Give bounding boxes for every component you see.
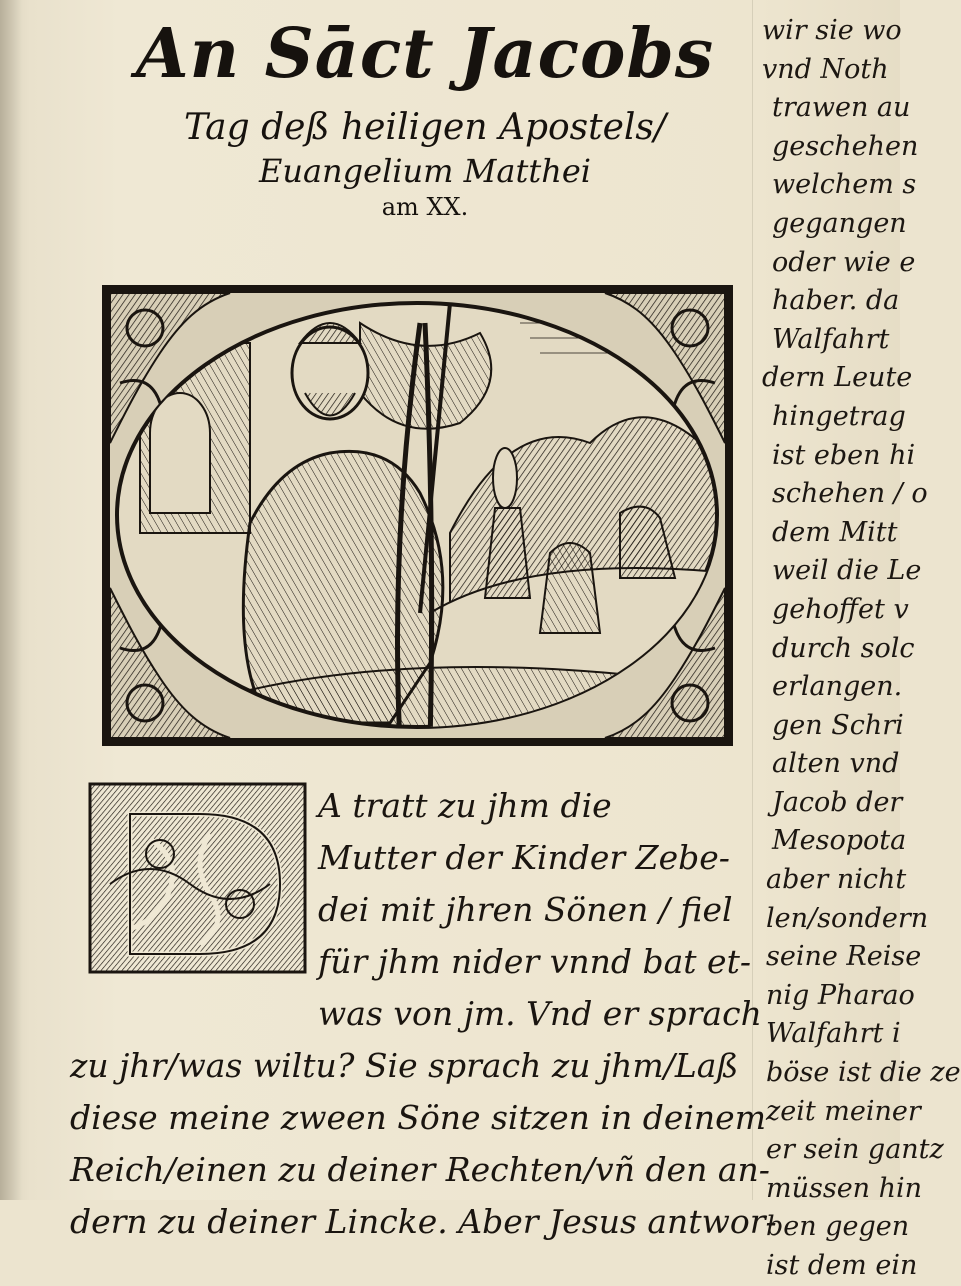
heading-line-4: am XX.: [381, 193, 469, 221]
right-column-line: zeit meiner: [766, 1095, 921, 1127]
body-line: für jhm nider vnnd bat et-: [318, 942, 751, 981]
body-line: diese meine zween Söne sitzen in deinem: [70, 1098, 766, 1137]
page-heading: [95, 8, 755, 222]
body-line: zu jhr/was wiltu? Sie sprach zu jhm/Laß: [70, 1046, 739, 1085]
right-column-line: len/sondern: [766, 902, 929, 934]
right-column-line: Walfahrt: [772, 323, 890, 355]
right-column-line: durch solc: [772, 632, 915, 664]
right-column-line: wir sie wo: [762, 15, 902, 46]
right-column-line: dem Mitt: [772, 516, 898, 548]
right-column-line: hingetrag: [772, 400, 906, 432]
right-column-line: ist eben hi: [772, 439, 916, 471]
right-column-line: seine Reise: [766, 941, 922, 973]
right-column-line: Walfahrt i: [766, 1018, 901, 1050]
right-column-line: Jacob der: [772, 786, 903, 818]
gutter-shadow: [0, 0, 22, 1200]
right-column-line: weil die Le: [772, 555, 922, 587]
right-column-line: müssen hin: [766, 1172, 923, 1204]
right-column-line: ben gegen: [766, 1211, 910, 1243]
right-column-line: gen Schri: [772, 709, 904, 741]
right-column-line: Mesopota: [772, 825, 907, 857]
right-column-line: er sein gantz: [766, 1134, 944, 1166]
body-line: was von jm. Vnd er sprach: [318, 994, 762, 1033]
right-column-line: nig Pharao: [766, 979, 915, 1011]
woodcut-illustration: [100, 283, 735, 748]
right-column-line: trawen au: [772, 92, 911, 124]
right-column-line: haber. da: [772, 285, 900, 317]
right-column-line: böse ist die ze: [766, 1057, 961, 1089]
right-column-line: alten vnd: [772, 748, 900, 780]
heading-line-3: Euangelium Matthei: [258, 152, 591, 190]
right-column-line: oder wie e: [772, 246, 916, 278]
body-line: Mutter der Kinder Zebe-: [318, 838, 730, 877]
right-column-line: ist dem ein: [766, 1250, 918, 1281]
right-column-text: [762, 12, 961, 1286]
right-column-line: geschehen: [772, 130, 919, 162]
right-column-line: erlangen.: [772, 671, 903, 703]
right-column-line: dern Leute: [762, 362, 913, 394]
right-column-line: aber nicht: [766, 864, 907, 896]
body-line: dern zu deiner Lincke. Aber Jesus antwor-: [70, 1202, 777, 1241]
right-column-line: schehen / o: [772, 478, 928, 510]
right-column-line: welchem s: [772, 169, 917, 201]
heading-title: An Sāct Jacobs: [135, 14, 715, 94]
heading-line-2: Tag deß heiligen Apostels/: [183, 107, 667, 148]
body-line: Reich/einen zu deiner Rechten/vñ den an-: [70, 1150, 770, 1189]
right-column-line: vnd Noth: [762, 53, 889, 85]
right-column-line: gehoffet v: [772, 593, 909, 625]
body-line: dei mit jhren Sönen / fiel: [318, 890, 733, 929]
body-line: A tratt zu jhm die: [318, 786, 612, 825]
body-text: [70, 780, 777, 1248]
right-column-line: gegangen: [772, 207, 907, 239]
